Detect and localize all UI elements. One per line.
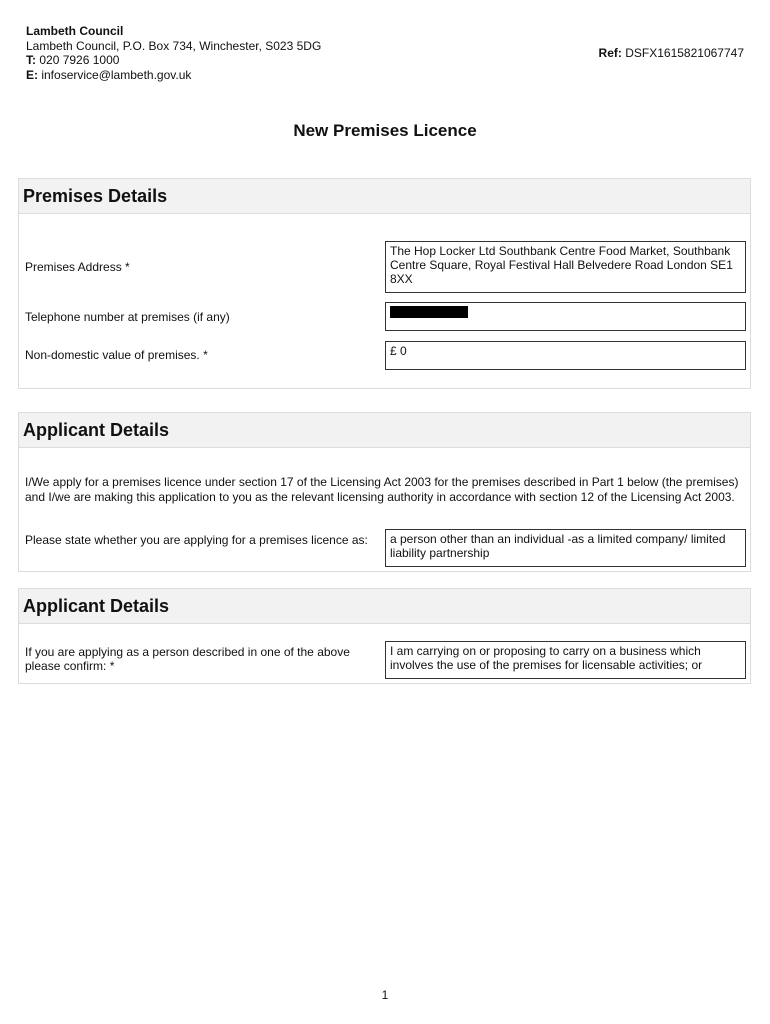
council-email [26,68,321,83]
reference [599,46,744,60]
email-value: infoservice@lambeth.gov.uk [41,67,192,82]
page-number: 1 [381,988,389,1002]
council-address: Lambeth Council, P.O. Box 734, Winchester, S023 5DG [26,38,322,53]
reference-value: DSFX1615821067747 [625,46,744,60]
applicant-confirmation-section [18,588,751,684]
premises-details-section [18,178,751,389]
application-intro: I/We apply for a premises licence under section 17 of the Licensing Act 2003 for the premises described in Part 1 below (the premises) and I/we are making this application to you as the relevant licensing authority in accordance with section 12 of the Licensing Act 2003. [25,475,739,504]
confirm-field: I am carrying on or proposing to carry on a business which involves the use of the premises for licensable activities; or [385,641,746,679]
council-header [26,24,321,82]
email-label: E: [26,67,38,82]
premises-telephone-label: Telephone number at premises (if any) [25,310,230,324]
page-title: New Premises Licence [293,121,477,140]
reference-label: Ref: [598,46,622,60]
telephone-value: 020 7926 1000 [39,53,120,67]
section-heading: Applicant Details [19,589,750,624]
applying-as-label: Please state whether you are applying for a premises licence as: [25,533,368,547]
section-heading: Applicant Details [19,413,750,448]
section-heading: Premises Details [19,179,750,214]
premises-telephone-field [385,302,746,331]
nondomestic-value-label: Non-domestic value of premises. * [25,348,208,362]
council-telephone [26,53,321,68]
telephone-label: T: [26,53,36,67]
redaction-bar [390,306,468,318]
council-name: Lambeth Council [26,24,124,38]
premises-address-label: Premises Address * [25,260,130,274]
confirm-label: If you are applying as a person described in one of the above please confirm: * [25,645,350,673]
applicant-details-section [18,412,751,572]
nondomestic-value-field: £ 0 [385,341,746,370]
premises-address-field: The Hop Locker Ltd Southbank Centre Food Market, Southbank Centre Square, Royal Festival Hall Belvedere Road London SE1 8XX [385,241,746,293]
applying-as-field: a person other than an individual -as a limited company/ limited liability partnership [385,529,746,567]
